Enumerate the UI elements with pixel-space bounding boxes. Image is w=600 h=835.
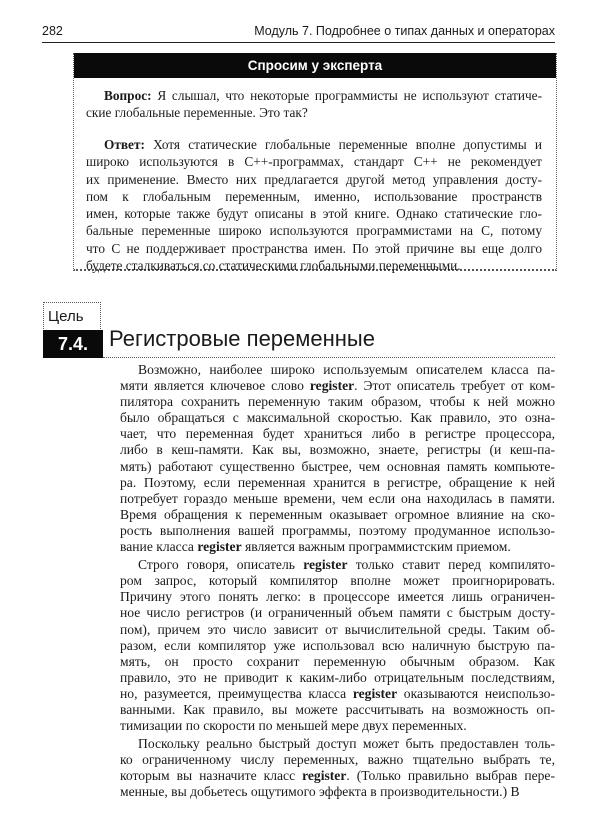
keyword: register — [303, 557, 348, 573]
text-line — [120, 654, 555, 670]
text-line — [120, 718, 555, 734]
text-line — [120, 622, 555, 638]
keyword: register — [309, 378, 355, 394]
running-header — [42, 22, 555, 43]
text-segment: пом), причем это число зависит от вычислительной среды. Таким об- — [120, 621, 555, 637]
text-line — [120, 557, 555, 573]
paragraph — [120, 557, 555, 734]
answer-line: будете сталкиваться со статическими глобальными переменными. — [86, 258, 461, 274]
text-line — [120, 491, 555, 507]
paragraph — [120, 736, 555, 800]
text-segment: ра. Поэтому, если переменная хранится в регистре, обращение к ней — [120, 474, 555, 490]
text-segment: было обращаться с максимальной скоростью. Как правило, это озна- — [120, 410, 555, 426]
text-line — [120, 523, 555, 539]
text-segment: Возможно, наиболее широко используемым описателем класса па- — [138, 362, 555, 377]
answer-label: Ответ: — [104, 137, 145, 152]
keyword: register — [197, 539, 242, 555]
text-line — [120, 638, 555, 654]
text-segment: является важным программистским приемом. — [241, 539, 511, 555]
text-line — [120, 589, 555, 605]
text-segment: ром запрос, который компилятор вполне может проигнорировать. — [120, 573, 555, 589]
answer-line: широко используются в С++-программах, стандарт С++ не рекомендует — [86, 154, 542, 170]
text-segment: потребует гораздо меньше времени, чем если она находилась в памяти. — [120, 490, 555, 506]
text-segment: вание класса — [120, 539, 198, 555]
text-segment: ванными. Как правило, вы можете рассчитывать на возможность оп- — [120, 701, 555, 717]
running-title: Модуль 7. Подробнее о типах данных и операторах — [254, 24, 555, 38]
text-segment: пилятора сохранить переменную таким образом, чтобы к ней можно — [120, 394, 555, 410]
text-segment: мять, он просто сохранит переменную обычным образом. Как — [120, 653, 555, 669]
keyword: register — [302, 768, 347, 784]
answer — [86, 136, 542, 274]
answer-line: что С не поддерживает пространства имен. По этой причине вы еще долго — [86, 240, 542, 256]
text-line — [120, 410, 555, 426]
text-segment: . Этот описатель требует от ком- — [354, 378, 555, 394]
text-segment: мяти является ключевое слово — [120, 378, 310, 394]
section-number: 7.4. — [43, 330, 103, 358]
text-line — [120, 459, 555, 475]
goal-label: Цель — [43, 302, 101, 329]
text-line — [120, 475, 555, 491]
ask-the-expert-box — [73, 53, 557, 274]
text-line — [120, 702, 555, 718]
text-segment: чает, что переменная будет храниться либо в регистре процессора, — [120, 426, 555, 442]
text-line — [120, 442, 555, 458]
answer-line — [86, 136, 542, 153]
text-line — [120, 686, 555, 702]
answer-line: имен, которые также будут описаны в этой книге. Однако статические гло- — [86, 206, 542, 222]
text-segment: оказываются неиспользо- — [397, 685, 555, 701]
text-line — [120, 378, 555, 394]
section-title: Регистровые переменные — [109, 326, 375, 351]
text-segment: либо в кеш-памяти. Как вы, возможно, знаете, регистры (и кеш-па- — [120, 442, 555, 458]
text-line — [120, 539, 555, 555]
text-segment: только ставит перед компилято- — [347, 557, 556, 573]
answer-line: их применение. Вместо них предлагается другой метод управления досту- — [86, 171, 542, 187]
body-text — [120, 362, 555, 801]
text-line — [120, 670, 555, 686]
question — [86, 87, 542, 122]
text-line — [120, 362, 555, 378]
question-line — [86, 87, 542, 104]
answer-text: Хотя статические глобальные переменные вполне допустимы и — [153, 137, 542, 152]
text-line — [120, 394, 555, 410]
text-segment: . (Только правильно выбрав пере- — [346, 768, 555, 784]
box-title: Спросим у эксперта — [74, 53, 556, 78]
text-segment: тимизации по скорости по меньшей мере двух переменных. — [120, 718, 467, 734]
question-text: Я слышал, что некоторые программисты не используют статиче- — [157, 88, 542, 103]
text-segment: ко ограниченному числу переменных, важно тщательно выбрать те, — [120, 752, 555, 768]
text-line — [120, 736, 555, 752]
text-segment: но, разумеется, преимущества класса — [120, 685, 353, 701]
answer-line: бальные переменные широко используются программистами на С, потому — [86, 223, 542, 239]
answer-line: пом к глобальным переменным, именно, использование пространств — [86, 188, 542, 204]
text-segment: которым вы назначите класс — [120, 768, 303, 784]
text-line — [120, 768, 555, 784]
text-segment: правило, это не приводит к каким-либо отрицательным последствиям, — [120, 669, 555, 685]
text-segment: Поскольку реально быстрый доступ может быть предоставлен толь- — [138, 736, 555, 752]
text-line — [120, 752, 555, 768]
text-segment: Время обращения к переменным оказывает огромное влияние на ско- — [120, 506, 555, 522]
text-line — [120, 605, 555, 621]
text-line — [120, 426, 555, 442]
text-segment: менные, вы добьетесь ощутимого эффекта в производительности.) В — [120, 784, 520, 800]
text-segment: мять) работают существенно быстрее, чем основная память компьюте- — [120, 458, 555, 474]
question-line: ские глобальные переменные. Это так? — [86, 105, 308, 121]
text-segment: Строго говоря, описатель — [138, 557, 304, 573]
text-segment: разом, если компилятор уже использовал всю наличную быструю па- — [120, 637, 555, 653]
text-line — [120, 784, 555, 800]
text-segment: рость выполнения вашей программы, поэтому продуманное использо- — [120, 522, 555, 538]
text-line — [120, 573, 555, 589]
page-number: 282 — [42, 24, 63, 38]
section-rule — [103, 357, 555, 358]
text-segment: ное число регистров (и ограниченный объем памяти с быстрым досту- — [120, 605, 555, 621]
paragraph — [120, 362, 555, 555]
question-label: Вопрос: — [104, 88, 152, 103]
keyword: register — [352, 685, 398, 701]
text-segment: Причину этого понять легко: в процессоре имеется лишь ограничен- — [120, 589, 555, 605]
text-line — [120, 507, 555, 523]
